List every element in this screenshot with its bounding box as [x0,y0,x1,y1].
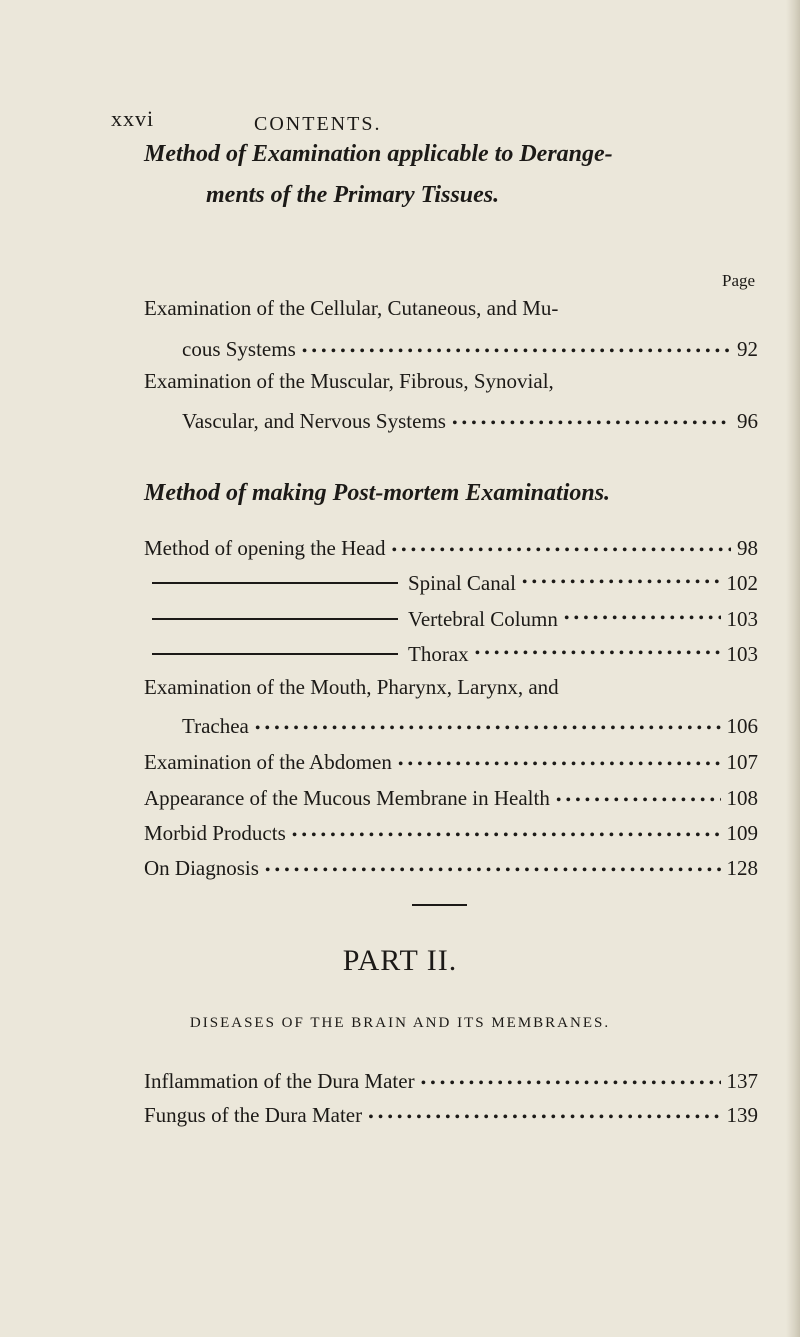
dot-leader [286,820,721,852]
toc-page-number: 103 [726,642,758,666]
toc-entry-label: Morbid Products [144,821,286,845]
toc-entry-label: Trachea [182,714,249,738]
toc-entry[interactable] [152,638,758,670]
toc-entry-label: On Diagnosis [144,856,259,880]
toc-entry[interactable] [144,852,758,884]
section-heading-line: Method of Examination applicable to Derange- [144,141,613,167]
toc-entry-label: Inflammation of the Dura Mater [144,1069,415,1093]
dot-leader [296,336,731,368]
toc-page-number: 98 [737,536,758,560]
toc-entry[interactable] [144,1099,758,1131]
toc-entry[interactable] [152,567,758,599]
toc-entry-label: Appearance of the Mucous Membrane in Health [144,786,550,810]
toc-page-number: 128 [726,856,758,880]
dot-leader [362,1102,720,1134]
toc-page-number: 103 [726,607,758,631]
dot-leader [392,749,721,781]
toc-entry[interactable] [144,817,758,849]
toc-entry[interactable] [182,710,758,742]
toc-entry-label: Vertebral Column [408,607,558,631]
toc-entry[interactable] [152,603,758,635]
dot-leader [516,567,721,599]
part-title: PART II. [342,944,458,977]
toc-entry[interactable] [144,782,758,814]
dot-leader [446,408,731,440]
part-subtitle: DISEASES OF THE BRAIN AND ITS MEMBRANES. [189,1015,611,1031]
section-separator-rule [412,904,467,906]
toc-entry-text: Examination of the Muscular, Fibrous, Synovial, [144,369,554,393]
ditto-dash [152,618,398,620]
dot-leader [385,535,731,567]
toc-entry[interactable] [144,1065,758,1097]
toc-page-number: 96 [737,409,758,433]
toc-entry-label: cous Systems [182,337,296,361]
dot-leader [550,785,721,817]
toc-page-number: 92 [737,337,758,361]
toc-entry[interactable] [182,333,758,365]
ditto-dash [152,653,398,655]
toc-entry-text: Examination of the Mouth, Pharynx, Larynx, and [144,675,559,699]
toc-entry-label: Examination of the Abdomen [144,750,392,774]
toc-page-number: 108 [726,786,758,810]
toc-entry[interactable] [144,532,758,564]
toc-page-number: 109 [726,821,758,845]
ditto-dash [152,582,398,584]
toc-page-number: 139 [726,1103,758,1127]
toc-entry-label: Thorax [408,642,469,666]
section-heading-line: ments of the Primary Tissues. [206,182,500,208]
dot-leader [249,713,721,745]
dot-leader [259,855,721,887]
page-edge-shadow [786,0,800,1337]
page-column-label: Page [722,271,756,290]
toc-entry[interactable] [144,746,758,778]
toc-page-number: 106 [726,714,758,738]
page-folio: xxvi [111,106,155,131]
toc-entry-text: Examination of the Cellular, Cutaneous, and Mu- [144,296,559,320]
toc-page-number: 137 [726,1069,758,1093]
toc-page-number: 102 [726,571,758,595]
dot-leader [558,603,721,635]
toc-entry-label: Spinal Canal [408,571,516,595]
dot-leader [469,638,721,670]
toc-entry[interactable] [182,405,758,437]
dot-leader [415,1068,721,1100]
toc-entry-label: Vascular, and Nervous Systems [182,409,446,433]
running-head: CONTENTS. [254,113,382,135]
toc-entry-label: Method of opening the Head [144,536,386,560]
toc-page-number: 107 [726,750,758,774]
section-heading: Method of making Post-mortem Examinations. [144,480,611,506]
toc-entry-label: Fungus of the Dura Mater [144,1103,363,1127]
